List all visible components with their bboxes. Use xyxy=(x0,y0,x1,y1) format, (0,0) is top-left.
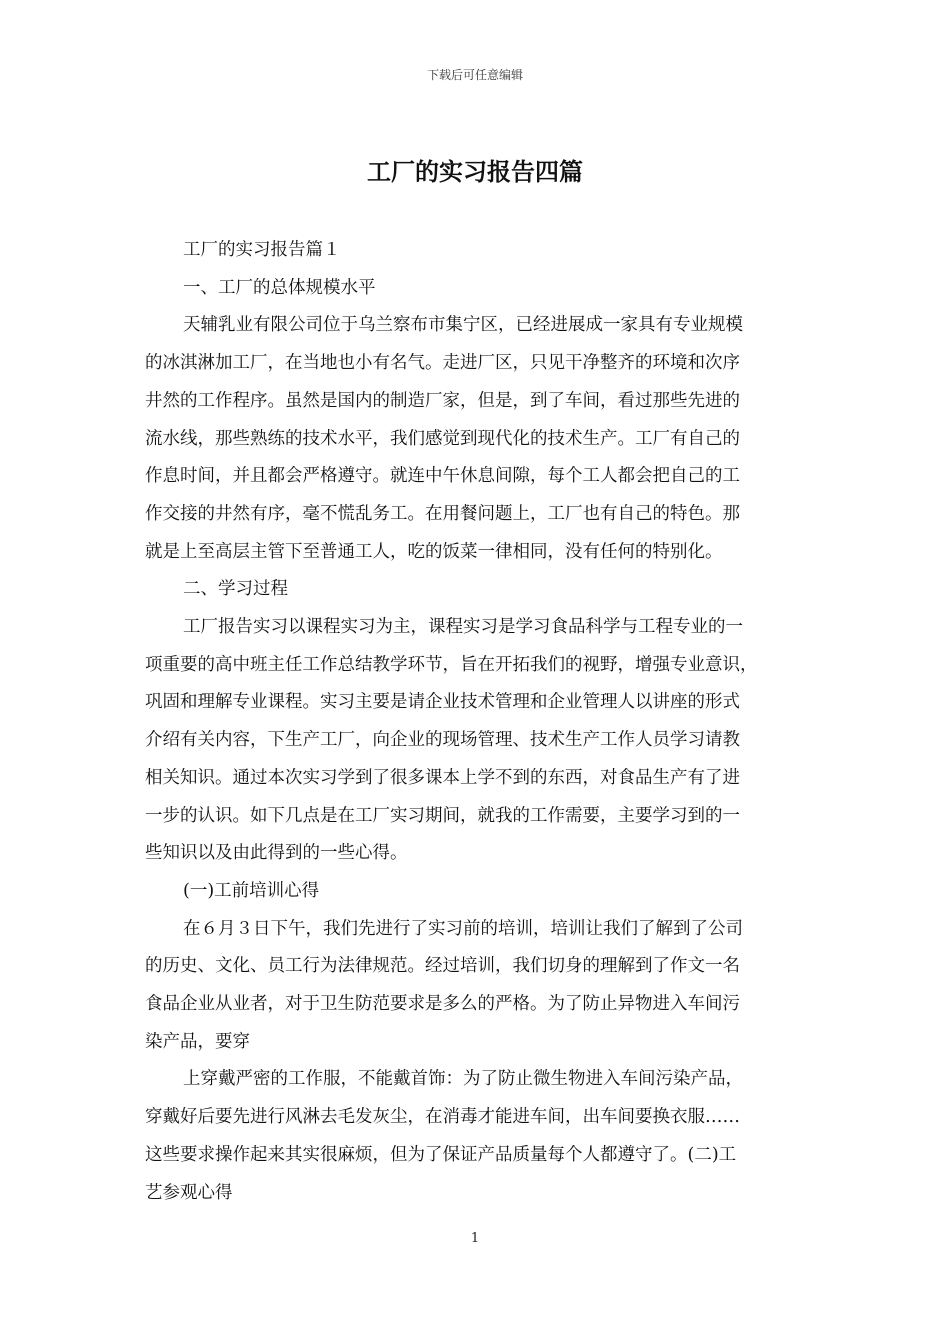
paragraph-line: 艺参观心得 xyxy=(145,1182,233,1203)
paragraph-line: 穿戴好后要先进行风淋去毛发灰尘，在消毒才能进车间，出车间要换衣服…… xyxy=(145,1107,740,1128)
paragraph-line: 天辅乳业有限公司位于乌兰察布市集宁区，已经进展成一家具有专业规模 xyxy=(183,315,743,336)
paragraph-line: 在６月３日下午，我们先进行了实习前的培训，培训让我们了解到了公司 xyxy=(183,918,743,939)
paragraph-line: 介绍有关内容，下生产工厂，向企业的现场管理、技术生产工作人员学习请教 xyxy=(145,730,740,751)
paragraph-line: 井然的工作程序。虽然是国内的制造厂家，但是，到了车间，看过那些先进的 xyxy=(145,390,740,411)
page-number: 1 xyxy=(470,1231,480,1246)
paragraph-line: 流水线，那些熟练的技术水平，我们感觉到现代化的技术生产。工厂有自己的 xyxy=(145,428,740,449)
paragraph-line: 一步的认识。如下几点是在工厂实习期间，就我的工作需要，主要学习到的一 xyxy=(145,805,740,826)
section-heading: 工厂的实习报告篇１ xyxy=(183,240,341,260)
paragraph-line: 的历史、文化、员工行为法律规范。经过培训，我们切身的理解到了作文一名 xyxy=(145,956,740,977)
paragraph-line: 食品企业从业者，对于卫生防范要求是多么的严格。为了防止异物进入车间污 xyxy=(145,994,740,1015)
subsection-heading: (一)工前培训心得 xyxy=(183,880,320,901)
paragraph-line: 上穿戴严密的工作服，不能戴首饰：为了防止微生物进入车间污染产品， xyxy=(183,1069,743,1090)
paragraph-line: 的冰淇淋加工厂，在当地也小有名气。走进厂区，只见干净整齐的环境和次序 xyxy=(145,353,740,374)
subsection-heading: 一、工厂的总体规模水平 xyxy=(183,277,376,298)
document-body xyxy=(145,232,813,1212)
paragraph-line: 相关知识。通过本次实习学到了很多课本上学不到的东西，对食品生产有了进 xyxy=(145,767,740,788)
paragraph-line: 些知识以及由此得到的一些心得。 xyxy=(145,843,408,864)
paragraph-line: 工厂报告实习以课程实习为主，课程实习是学习食品科学与工程专业的一 xyxy=(183,617,743,638)
page-header: 下载后可任意编辑 xyxy=(426,68,523,82)
paragraph-line: 就是上至高层主管下至普通工人，吃的饭菜一律相同，没有任何的特别化。 xyxy=(145,541,723,562)
paragraph-line: 作交接的井然有序，毫不慌乱务工。在用餐问题上，工厂也有自己的特色。那 xyxy=(145,503,740,524)
document-title: 工厂的实习报告四篇 xyxy=(367,157,583,186)
paragraph-line: 巩固和理解专业课程。实习主要是请企业技术管理和企业管理人以讲座的形式 xyxy=(145,692,740,713)
subsection-heading: 二、学习过程 xyxy=(183,579,288,600)
paragraph-line: 这些要求操作起来其实很麻烦，但为了保证产品质量每个人都遵守了。(二)工 xyxy=(145,1144,737,1165)
paragraph-line: 染产品，要穿 xyxy=(145,1031,250,1052)
paragraph-line: 项重要的高中班主任工作总结教学环节，旨在开拓我们的视野，增强专业意识， xyxy=(145,654,758,675)
paragraph-line: 作息时间，并且都会严格遵守。就连中午休息间隙，每个工人都会把自己的工 xyxy=(145,466,740,487)
